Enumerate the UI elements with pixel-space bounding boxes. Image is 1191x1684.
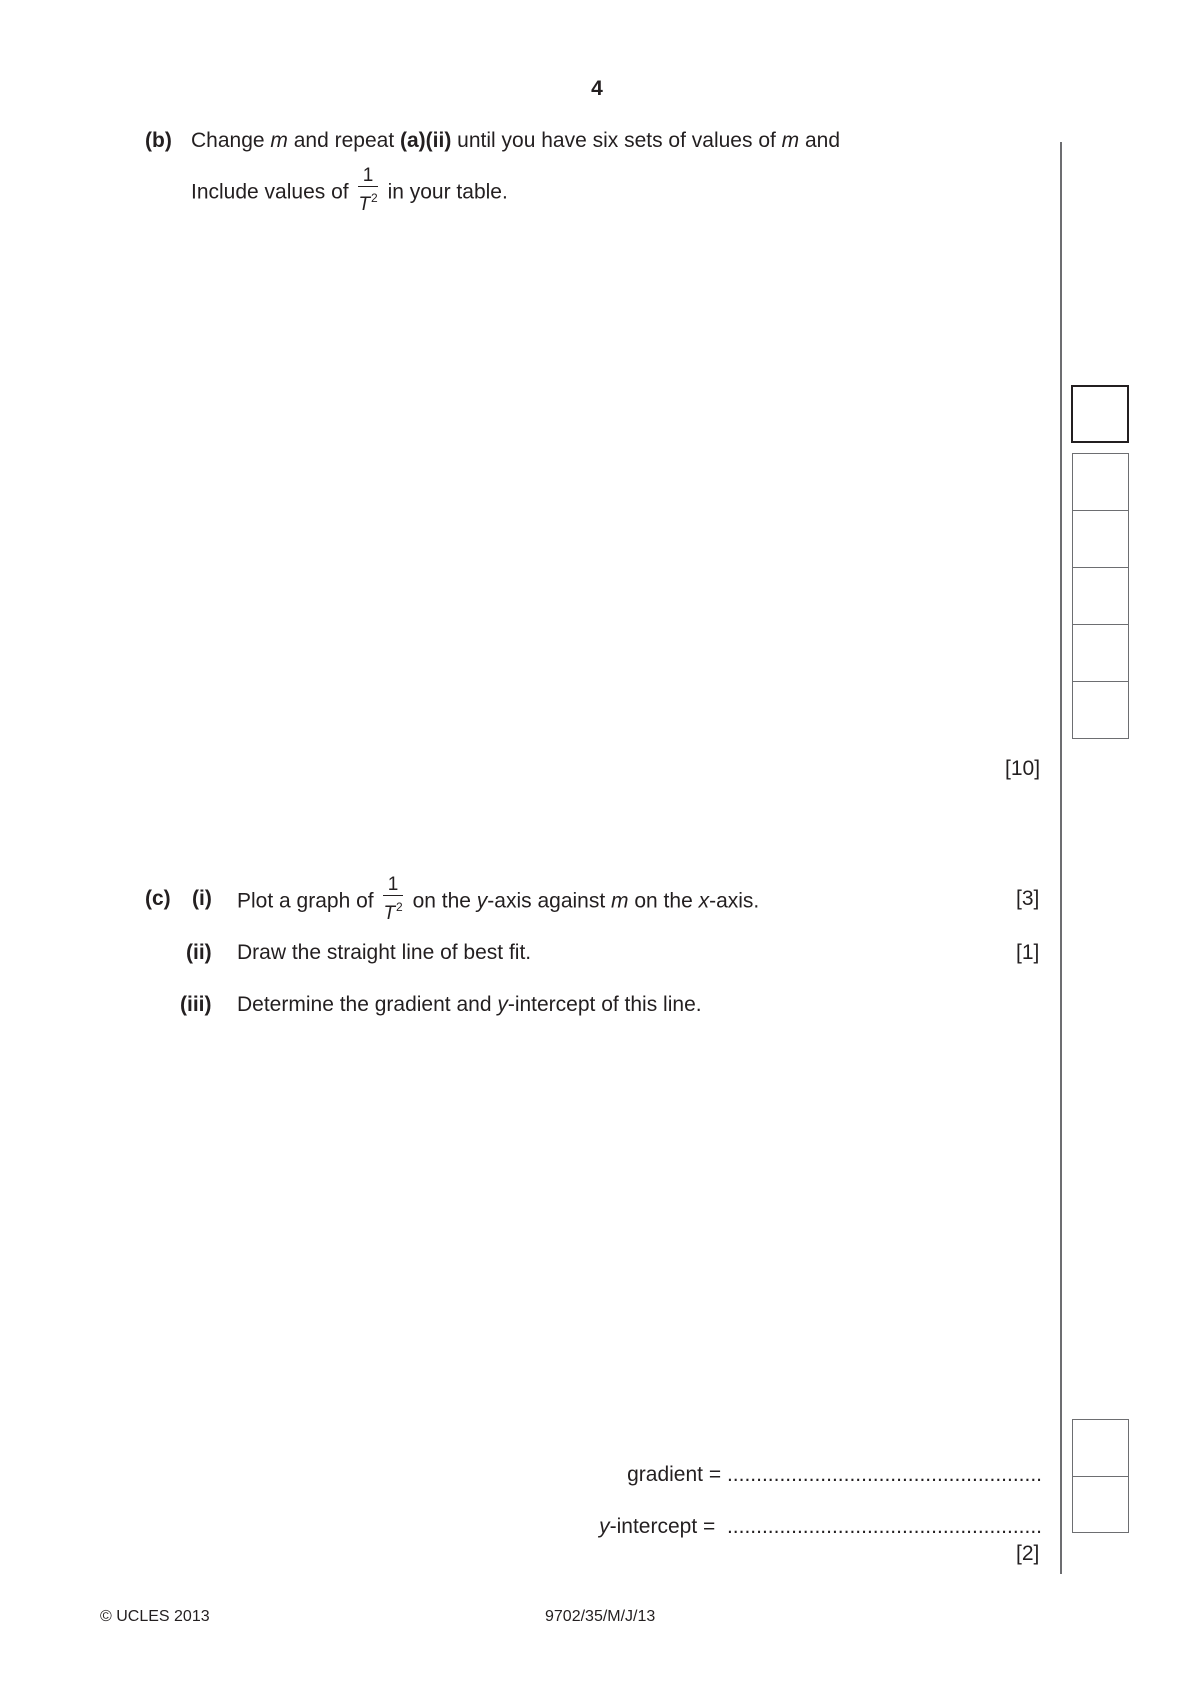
- examiner-box-c-1: [1072, 1419, 1129, 1477]
- part-b-label: (b): [145, 129, 172, 152]
- part-c-ii-text: Draw the straight line of best fit.: [237, 941, 532, 964]
- y-intercept-dots[interactable]: ......................................................: [726, 1515, 1042, 1538]
- part-c-label: (c): [145, 887, 171, 910]
- gradient-label: gradient =: [627, 1463, 722, 1486]
- part-c-i-text: Plot a graph of $\frac{1}{T^2}$ on the y-axis against m on the x-axis.: [237, 874, 760, 924]
- part-c-i-label: (i): [192, 887, 212, 910]
- examiner-box-b-5: [1072, 681, 1129, 739]
- gradient-answer-line[interactable]: [627, 1464, 1042, 1485]
- part-c-i-marks: [3]: [1016, 887, 1040, 910]
- part-c-iii-marks: [2]: [1016, 1542, 1040, 1565]
- part-c-iii-label: (iii): [180, 993, 212, 1016]
- examiner-box-b-1: [1072, 453, 1129, 511]
- examiner-box-b-total: [1071, 385, 1129, 443]
- examiner-box-b-3: [1072, 567, 1129, 625]
- part-b-line1: Change m and repeat (a)(ii) until you have six sets of values of m and: [191, 129, 841, 152]
- fraction-one-over-t-squared: $\frac{1}{T^2}$: [358, 165, 378, 215]
- part-c-ii-marks: [1]: [1016, 941, 1040, 964]
- footer-paper-code: 9702/35/M/J/13: [545, 1608, 656, 1625]
- examiner-box-c-2: [1072, 1476, 1129, 1533]
- footer-copyright: © UCLES 2013: [100, 1608, 210, 1625]
- examiner-box-b-2: [1072, 510, 1129, 568]
- y-intercept-label: y-intercept =: [599, 1515, 716, 1538]
- part-b-line2: Include values of $\frac{1}{T^2}$ in your table.: [191, 165, 508, 215]
- page-number: 4: [591, 77, 603, 100]
- part-c-ii-label: (ii): [186, 941, 212, 964]
- part-b-marks: [10]: [1005, 757, 1041, 780]
- gradient-dots[interactable]: ......................................................: [726, 1463, 1042, 1486]
- y-intercept-answer-line[interactable]: [599, 1516, 1042, 1537]
- examiner-margin-line: [1060, 142, 1062, 1574]
- examiner-box-b-4: [1072, 624, 1129, 682]
- part-c-iii-text: Determine the gradient and y-intercept of this line.: [237, 993, 702, 1016]
- fraction-one-over-t-squared: $\frac{1}{T^2}$: [383, 874, 403, 924]
